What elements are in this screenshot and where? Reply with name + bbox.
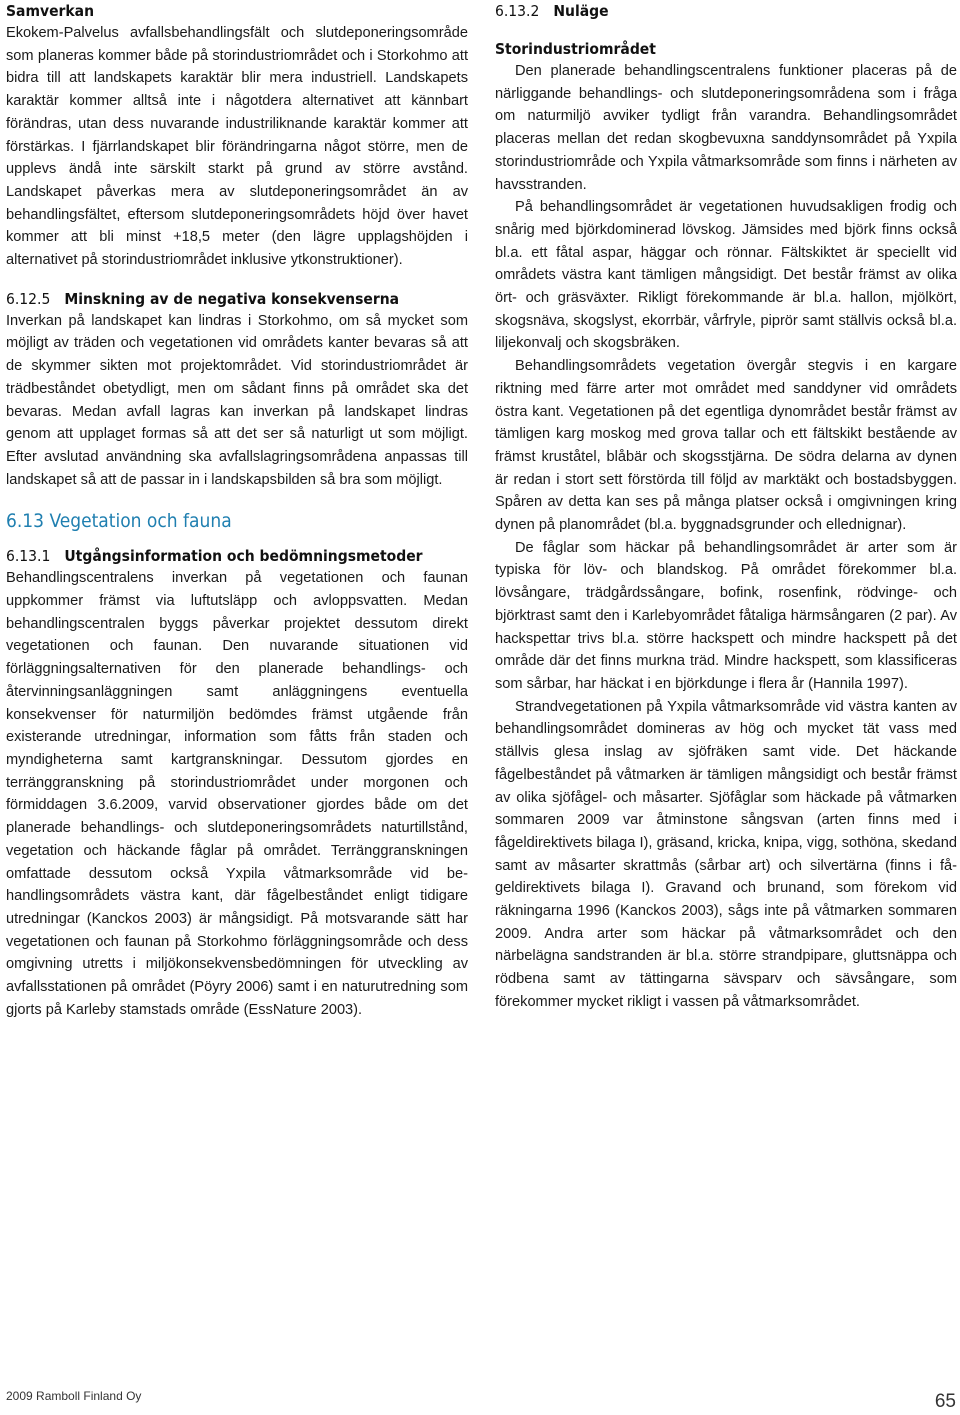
section-6-13-1-number: 6.13.1 [6, 547, 51, 566]
footer-copyright: 2009 Ramboll Finland Oy [6, 1389, 142, 1403]
section-6-13-2-heading [495, 0, 957, 22]
nulage-paragraph-4: De fåglar som häckar på behandlingsområdet är arter som är typiska för löv- och blandskog. På området förekommer bl.a. lövsångare, trädgårdssångare, bofink, rosenfink, rödvinge- och björktrast samt den i Karlebyområdet fåtaliga härmsångaren (2 par). Av hackspettar trivs bl.a. större hackspett och mindre hackspett på det område där det finns murkna träd. Mindre hackspett, som klassificeras som sårbar, har häckat i en björkdunge i flera år (Hannila 1997). [495, 539, 957, 692]
section-6-13-2-number: 6.13.2 [495, 2, 540, 20]
section-6-12-5-paragraph: Inverkan på landskapet kan lindras i Storkohmo, om så mycket som möjligt av träden och vegetationen vid områdets kanter bevaras så att de skymmer sikten mot projektområdet. Vid storindustriområdet är trädbeståndet obetydligt, men om sådant finns på området ska det bevaras. Medan avfall lagras kan inverkan på landskapet lindras genom att upplaget formas så att det ser så naturligt ut som möjligt. Efter avslutad användning ska avfallslagringsområdena anpassas till landskapet så att de passar in i landskapsbilden så bra som möjligt. [6, 312, 468, 488]
section-6-12-5-heading [6, 288, 468, 310]
nulage-paragraph-3: Behandlingsområdets vegetation övergår stegvis i en kargare riktning med färre arter mot området med sanddyner vid områdets östra kant. Vegetationen på det egentliga dynområdet består främst av tämligen karg moskog med grova tallar och ett fältskikt bestående av främst kruståtel, blåbär och skogsstjärna. De södra delarna av dynen är redan i stort sett förstörda till följd av marktäkt och bostadsbyggen. Spåren av detta kan ses på många platser också i omgivningen kring dynen på planområdet (bl.a. byggnadsgrunder och ellednignar). [495, 358, 957, 534]
samverkan-paragraph: Ekokem-Palvelus avfallsbehandlingsfält och slutdeponeringsområde som planeras kommer både på storindustriområdet och i Storkohmo att bidra till att landskapets karaktär blir mera industriell. Landskapets karaktär kommer alltså inte i någotdera alternativet att kännbart förändras, utan dess nuvarande industriliknande karaktär kommer att förstärkas. I fjärrlandskapet blir förändringarna något större, men de upplevs ändå inte särskilt starkt på grund av större avstånd. Landskapet påverkas mera av slutdeponeringsområdet än av behandlingsfältet, eftersom slutdeponeringsområdets höjd över havet kommer att bli minst +18,5 meter (den lägre upplagshöjden i alternativet på storindustriområdet inklusive ytkonstruktioner). [6, 25, 468, 269]
section-6-13-1-title: Utgångsinformation och bedömningsmetoder [64, 547, 423, 566]
section-6-12-5-number: 6.12.5 [6, 289, 51, 308]
storindustriomradet-heading: Storindustriområdet [495, 40, 656, 58]
section-6-13-1-heading [6, 545, 468, 567]
section-6-13-1-paragraph: Behandlingscentralens inverkan på vegetationen och faunan uppkommer främst via luftutsläpp och avloppsvatten. Medan behandlingscentralen byggs påverkar projektet dessutom direkt vegetationen och faunan. Den nuvarande situationen vid förläggningsalternativen för den planerade behandlings- och återvinningsanläggningen samt anläggningens eventuella konsekvenser för naturmiljön bedömdes främst utgående från existerande utredningar, information som fåtts från staden och myndigheterna samt kartgranskningar. Dessutom gjordes en terränggranskning på storindustriområdet under morgonen och förmiddagen 3.6.2009, varvid observationer gjordes både om det planerade behandlings- och slutdeponeringsområdets naturtillstånd, vegetation och häckande fåglar på området. Terränggranskningen omfattade dessutom också Yxpila våtmarksområde vid behandlingsområdets västra kant, där fågelbeståndet enligt tidigare utredningar (Kanckos 2003) är mångsidigt. På motsvarande sätt har vegetationen och faunan på Storkohmo förläggningsområde och dess omgivning utretts i miljökonsekvensbedömningen för utveckling av avfallsstationen på området (Pöyry 2006) samt i en naturutredning som gjorts på Karleby stamstads område (EssNature 2003). [6, 570, 468, 1018]
section-6-12-5-title: Minskning av de negativa konsekvenserna [64, 289, 400, 308]
right-column [495, 0, 957, 1014]
section-6-13-2-title: Nuläge [553, 2, 609, 20]
left-column [6, 0, 468, 1021]
nulage-paragraph-1: Den planerade behandlingscentralens funktioner placeras på de närliggande behandlings- och slutdeponeringsområdena som i fråga om naturmiljö avviker tydligt från varandra. Behandlingsområdet placeras mellan det redan skogbevuxna sanddynsområdet på Yxpila storindustriområde och Yxpila våtmarksområde som finns i närheten av havsstranden. [495, 63, 957, 193]
nulage-paragraph-5: Strandvegetationen på Yxpila våtmarksområde vid västra kanten av behandlingsområdet domineras av hög och mycket tät vass med ställvis glesa inslag av sjöfräken samt vide. Det häckande fågelbeståndet på våtmarken är tämligen mångsidigt och består främst av olika sjöfågel- och måsarter. Sjöfåglar som häckade på våtmarken sommaren 2009 var åtminstone sångsvan (arten finns med i fågeldirektivets bilaga I), gräsand, kricka, knipa, vigg, sothöna, skedand samt av måsarter skrattmås (sårbar art) och silvertärna (finns i fågeldirektivets bilaga I). Gravand och brunand, som förekom vid räkningarna 1996 (Kanckos 2003), sågs inte på våtmarken sommaren 2009. Andra arter som häckar på våtmarksområdet och den närbelägna sandstranden är bl.a. större strandpipare, gluttsnäppa och rödbena samt av tättingarna sävsparv och sävsångare, som förekommer mycket rikligt i vassen på våtmarksområdet. [495, 698, 957, 1010]
page-number: 65 [934, 1391, 956, 1412]
section-6-13-heading: 6.13 Vegetation och fauna [6, 510, 232, 533]
samverkan-heading: Samverkan [6, 2, 95, 20]
nulage-paragraph-2: På behandlingsområdet är vegetationen huvudsakligen frodig och snårig med björkdominerad lövskog. Jämsides med björk finns också bl.a. ett fåtal aspar, häggar och rönnar. Fältskiktet är speciellt vid områdets västra kant tämligen mångsidigt. Det består främst av olika ört- och gräsväxter. Rikligt förekommande är bl.a. hallon, mjölkört, skogsnäva, skogslyst, ekorrbär, vårfryle, piprör samt ställvis också bl.a. liljekonvalj och skogsbräken. [495, 199, 957, 352]
